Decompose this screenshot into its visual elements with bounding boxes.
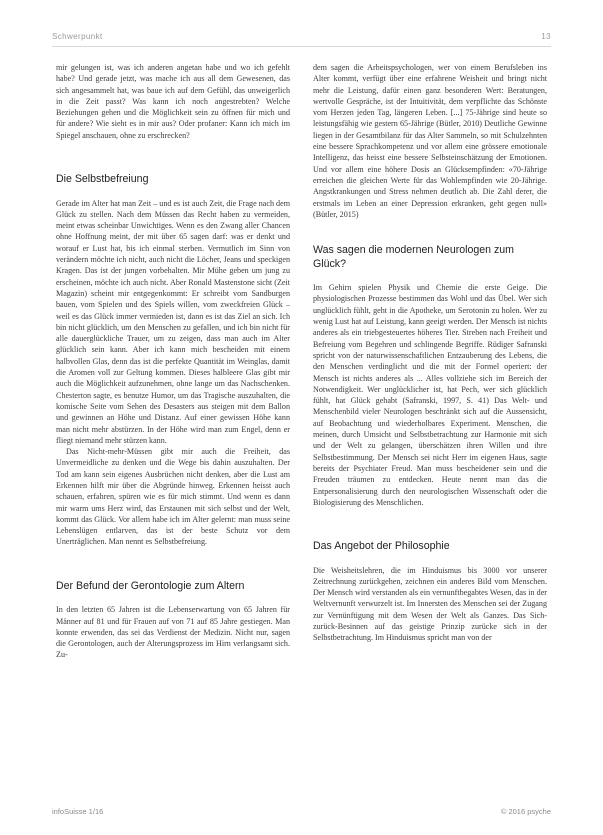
paragraph: Gerade im Alter hat man Zeit – und es ist auch Zeit, die Frage nach dem Glück zu stellen. Nach dem Müssen das Recht haben zu vermeiden, meint etwas scheinbar Unwichtiges. Wenn es den Zwang aller Chancen ohne Hoffnung meint, der mit über 65 sagen darf: was er denkt und worauf er Lust hat, bis ich einmal sterben. Vermutlich im Sinn von verändern möchte ich nicht, auch nicht die Löcher, Jeans und speckigen Kragen. Das ist der jungen vorbehalten. Mir Mühe geben um jung zu erscheinen, möchte ich auch nicht. Aber Ronald Mastenstone sicht (Zeit Magazin) scheint mir entgegenkommt: Er schreibt vom Sandburgen bauen, vom Spielen und des Spiels willen, vom zweckfreien Glück – weil es das Glück immer vermieden ist, dann es ist das Ziel an sich. Ich bin nicht glücklich, um den Menschen zu gefallen, und ich bin nicht für alle dauerglückliche Trauer, um zu zeigen, dass man auch im Alter glücklich sein kann. Aber ich kann mich bescheiden mit einem halbvollen Glas, denn das ist die perfekte Quantität im Weinglas, damit die Aromen voll zur Geltung kommen. Dieses halbleere Glas gibt mir auch die Möglichkeit aufzunehmen, ohne lange um das Nachschenken. Chesterton sagte, es benutze Humor, um das Tragische auszuhalten, die komische Seite vom Sehen des Desasters aus steigen mit dem Ballon und gewinnen an Höhe und Distanz. Auf einer gewissen Höhe kann man nicht mehr abstürzen. In der Höhe wird man zum Engel, denn er fliegt niemand mehr stürzen kann. xyxy=(56,198,290,445)
page-number: 13 xyxy=(541,32,551,41)
paragraph: dem sagen die Arbeitspsychologen, wer von einem Berufsleben ins Alter kommt, verfügt über eine erfahrene Weisheit und bringt nicht mehr die Leistung, dafür einen ganz besonderen Wert: Beratungen, wertvolle Gespräche, ist der Intuitivität, dem verpflichte das Schönste vom Herzen jeden Tag, längeren Leben. [...] 75-Jährige sind heute so leistungsfähig wie gestern 65-Jährige (Bütler, 2010) Deutliche Gewinne liegen in der Gesamtbilanz für das Alter Sammeln, so mit Schulzehnten eine bessere Sprachkompetenz und vor allem eine grössere emotionale Intelligenz, das heisst eine bessere Selbsteinschätzung der Emotionen. Und vor allem eine höhere Dosis an Glücksempfinden: «70-Jährige erreichen die gleichen Werte für das Wohlempfinden wie 20-Jährige. Angstkrankungen und Stress nehmen deutlich ab. Die Zahl derer, die erstmals im Leben an einer Depression erkranken, geht gegen null» (Bütler, 2015) xyxy=(313,63,547,219)
intro-paragraph: mir gelungen ist, was ich anderen angetan habe und wo ich gefehlt habe? Und gerade jetzt, was mache ich aus all dem Gewesenen, das sich angesammelt hat, was baue ich auf dem Gefühl, das unweigerlich in die Zeit passt? Was kann ich noch angestrebten? Welche Beziehungen gehen und die Möglichkeit sein zu öffnen für mich und für andere? Wie sieht es in mir aus? Oder profaner: Kann ich mich im Spiegel anschauen, ohne zu erschrecken? xyxy=(56,63,290,140)
right-column xyxy=(313,62,547,644)
running-header xyxy=(52,32,551,44)
header-divider xyxy=(52,46,551,47)
heading-neurologen: Was sagen die modernen Neurologen zum Glück? xyxy=(313,244,515,270)
paragraph: Das Nicht-mehr-Müssen gibt mir auch die Freiheit, das Unvermeidliche zu denken und die Wege bis dahin auszuhalten. Der Tod am kann sein eigenes Ausbrüchen nicht denken, aber die Lust am Erkennen hilft mir über die Abgründe hinweg. Erkennen heisst auch schauen, erfahren, spüren wie es für mich stimmt. Und wenn es dann mir warm ums Herz wird, das Erstaunen mit sich selbst und der Welt, kommt das Glück. Vor allem habe ich im Alter gelernt: man muss seine Lebenslügen entlarven, das ist der beste Schutz vor dem Unerträglichen. Man nennt es Selbstbefreiung. xyxy=(56,447,290,547)
section-label: Schwerpunkt xyxy=(52,32,103,41)
footer-copyright: © 2016 psyche xyxy=(500,807,551,816)
paragraph: Im Gehirn spielen Physik und Chemie die erste Geige. Die physiologischen Prozesse bestimmen das Wohl und das Übel. Wer sich unglücklich fühlt, geht in die Apotheke, um Serotonin zu holen. Wer zu wenig Lust hat auf Leistung, kann geeigt werden. Der Mensch ist nichts anderes als ein triebgesteuertes höheres Tier. Streben nach Freiheit und Befreiung vom Begehren und schlingende Begriffe. Rüdiger Safranski spricht von der naturwissenschaftlichen Entzauberung des Lebens, die den Menschen verdinglicht und die mit der Formel operiert: der Mensch ist nichts anderes als ... Alles vollziehe sich im Bereich der Notwendigkeit. Wer unglücklicher ist, hat Pech, wer sich glücklich fühlt, hat Glück gehabt (Safranski, 1997, S. 41) Das Welt- und Menschenbild vieler Neurologen beschränkt sich auf die Aussensicht, auf Beobachtung und wiederholbares Experiment. Menschen, die meinen, durch Umsicht und Selbstbetrachtung zur Harmonie mit sich und der Welt zu gelangen, überschätzen ihren Willen und ihre Selbstbestimmung. Der Mensch sei nicht Herr im eigenen Haus, sagte bereits der Psychiater Freud. Man muss bescheidener sein und die Freuden träumen zu entdecken. Heute nennt man das die Entpersonalisierung durch den neurologischen Wissenschaft oder die Biologisierung des Menschlichen. xyxy=(313,283,547,507)
paragraph: Die Weisheitslehren, die im Hinduismus bis 3000 vor unserer Zeitrechnung zurückgehen, zeichnen ein anderes Bild vom Menschen. Der Mensch wird verstanden als ein vernunftbegabtes Wesen, das in der Weltvernunft verwurzelt ist. Im Innersten des Menschen sei der Zugang zur Vernünftigung mit dem Wesen der Welt als Ganzes. Das Sich-zurück-Besinnen auf das geistige Prinzip zurücke sich in der Selbstbetrachtung. Im Hinduismus spricht man von der xyxy=(313,565,547,643)
heading-gerontologie: Der Befund der Gerontologie zum Altern xyxy=(56,579,245,592)
heading-selbstbefreiung: Die Selbstbefreiung xyxy=(56,173,149,186)
heading-philosophie: Das Angebot der Philosophie xyxy=(313,540,450,553)
footer-issue: infoSuisse 1/16 xyxy=(52,807,104,816)
page-footer xyxy=(52,807,551,819)
left-column xyxy=(56,62,290,661)
paragraph: In den letzten 65 Jahren ist die Lebenserwartung von 65 Jahren für Männer auf 81 und für Frauen auf von 71 auf 85 Jahre gestiegen. Man konnte erwenden, das sei das Verdienst der Medizin. Nicht nur, sagen die Gerontologen, auch der Alterungsprozess im Hirn verlangsamt sich. Zu- xyxy=(56,605,290,660)
